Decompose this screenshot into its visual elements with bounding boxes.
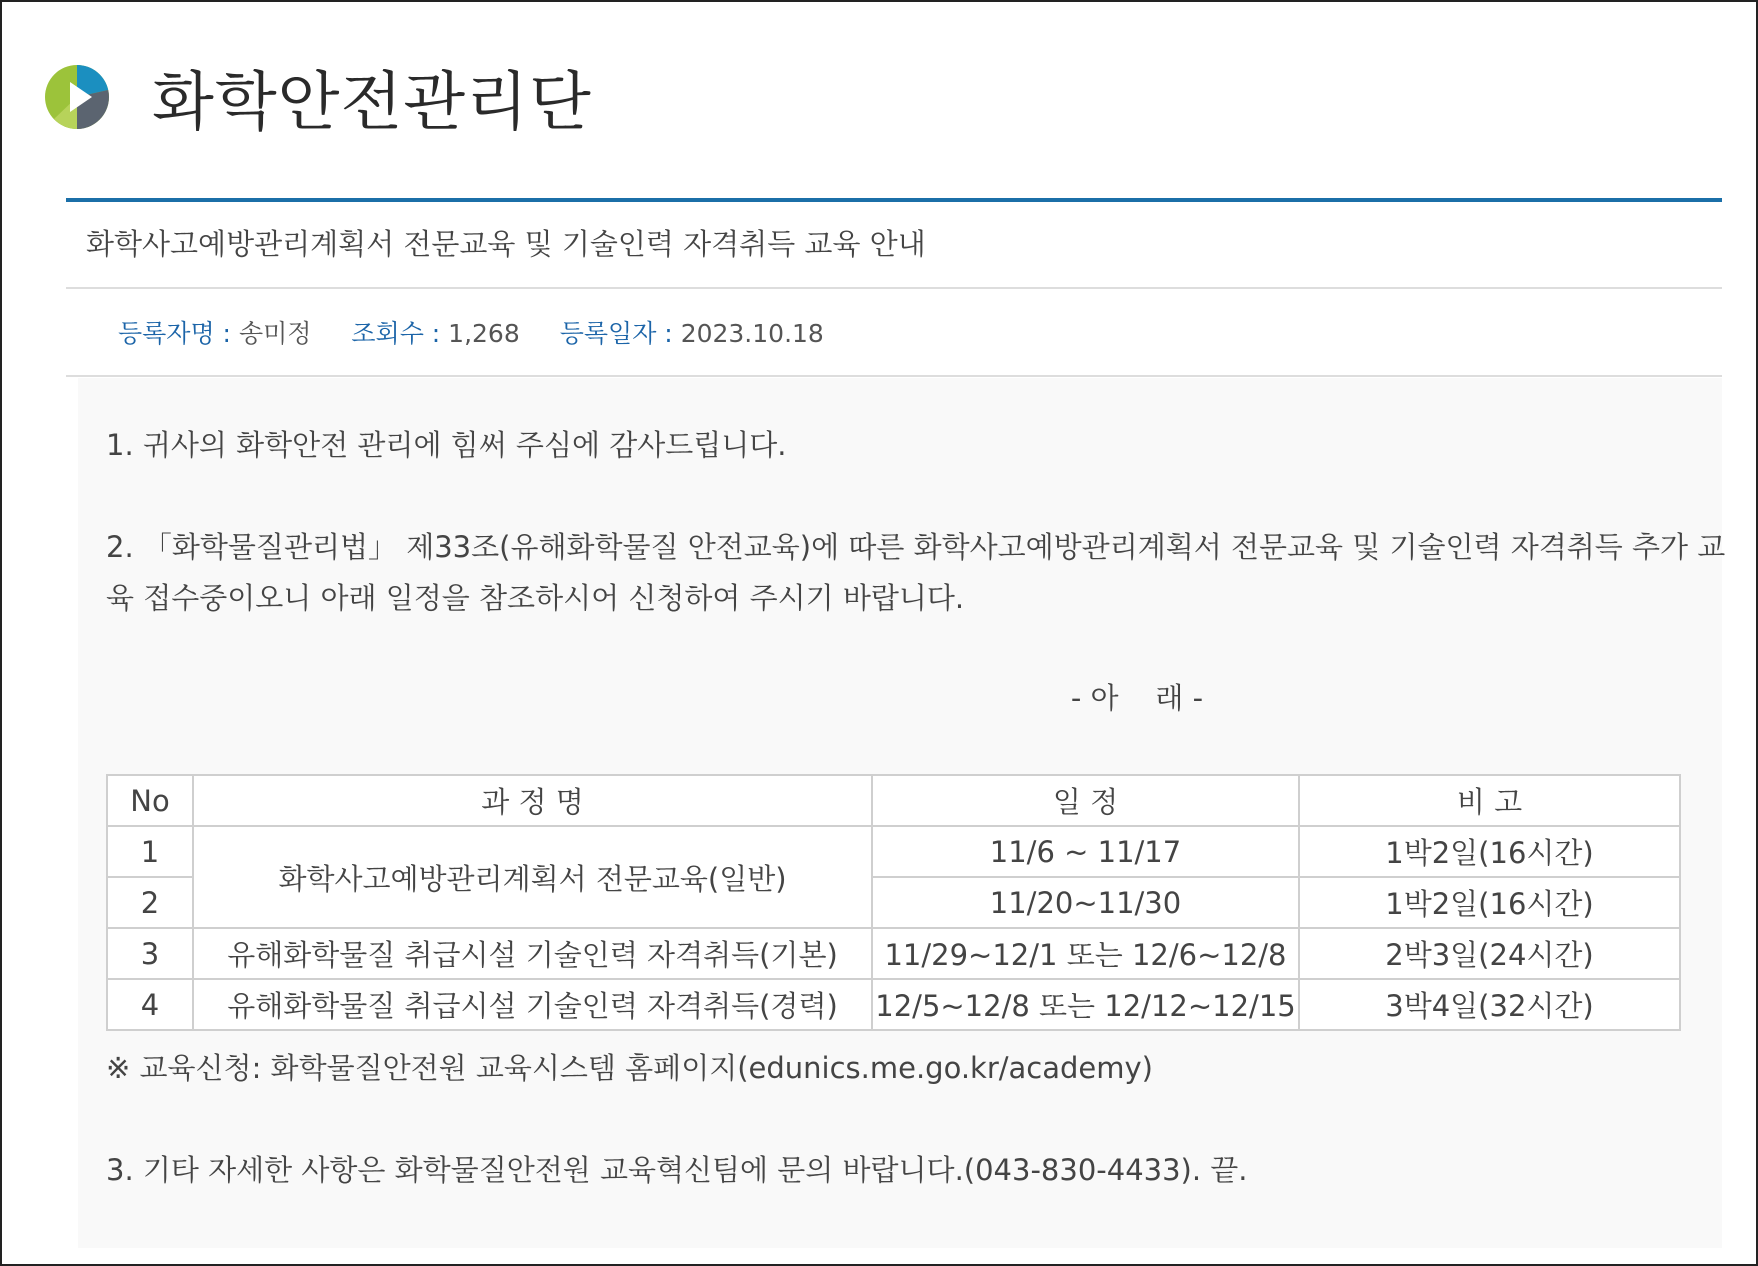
cell-no: 3 <box>107 928 193 979</box>
cell-schedule: 11/6 ~ 11/17 <box>872 826 1299 877</box>
cell-course: 화학사고예방관리계획서 전문교육(일반) <box>193 826 872 928</box>
application-note: ※ 교육신청: 화학물질안전원 교육시스템 홈페이지(edunics.me.go.kr/academy) <box>106 1051 1153 1085</box>
post-body <box>78 378 1726 1248</box>
header-course: 과 정 명 <box>193 775 872 826</box>
schedule-table <box>106 774 1681 1031</box>
table-row <box>107 826 1680 877</box>
cell-note: 1박2일(16시간) <box>1299 877 1680 928</box>
cell-schedule: 11/29~12/1 또는 12/6~12/8 <box>872 928 1299 979</box>
post-title: 화학사고예방관리계획서 전문교육 및 기술인력 자격취득 교육 안내 <box>86 227 926 261</box>
meta-author-label: 등록자명 : <box>118 319 231 348</box>
header-note: 비 고 <box>1299 775 1680 826</box>
paragraph-1: 1. 귀사의 화학안전 관리에 힘써 주심에 감사드립니다. <box>106 428 787 462</box>
paragraph-2-line-1: 2. 「화학물질관리법」 제33조(유해화학물질 안전교육)에 따른 화학사고예방관리계획서 전문교육 및 기술인력 자격취득 추가 교 <box>106 530 1726 564</box>
cell-course: 유해화학물질 취급시설 기술인력 자격취득(경력) <box>193 979 872 1030</box>
title-top-rule <box>66 198 1722 202</box>
meta-views <box>351 314 519 350</box>
ahrae-heading: - 아 래 - <box>1070 681 1204 715</box>
paragraph-2-line-2: 육 접수중이오니 아래 일정을 참조하시어 신청하여 주시기 바랍니다. <box>106 581 965 615</box>
cell-note: 1박2일(16시간) <box>1299 826 1680 877</box>
table-header-row <box>107 775 1680 826</box>
site-title: 화학안전관리단 <box>152 66 592 140</box>
cell-course: 유해화학물질 취급시설 기술인력 자격취득(기본) <box>193 928 872 979</box>
table-row <box>107 979 1680 1030</box>
meta-date-value: 2023.10.18 <box>680 319 824 348</box>
cell-schedule: 12/5~12/8 또는 12/12~12/15 <box>872 979 1299 1030</box>
meta-author <box>118 314 311 350</box>
cell-note: 3박4일(32시간) <box>1299 979 1680 1030</box>
meta-author-value: 송미정 <box>238 319 312 348</box>
site-header <box>44 62 592 140</box>
cell-no: 2 <box>107 877 193 928</box>
header-no: No <box>107 775 193 826</box>
paragraph-3: 3. 기타 자세한 사항은 화학물질안전원 교육혁신팀에 문의 바랍니다.(043-830-4433). 끝. <box>106 1153 1248 1187</box>
meta-views-value: 1,268 <box>448 319 520 348</box>
table-row <box>107 928 1680 979</box>
title-bottom-rule <box>66 287 1722 289</box>
circle-play-logo-icon <box>44 64 110 130</box>
post-meta <box>118 314 864 350</box>
cell-no: 1 <box>107 826 193 877</box>
header-schedule: 일 정 <box>872 775 1299 826</box>
cell-no: 4 <box>107 979 193 1030</box>
cell-note: 2박3일(24시간) <box>1299 928 1680 979</box>
meta-views-label: 조회수 : <box>351 319 441 348</box>
meta-bottom-rule <box>66 375 1722 377</box>
cell-schedule: 11/20~11/30 <box>872 877 1299 928</box>
meta-date <box>560 314 824 350</box>
meta-date-label: 등록일자 : <box>559 319 673 348</box>
